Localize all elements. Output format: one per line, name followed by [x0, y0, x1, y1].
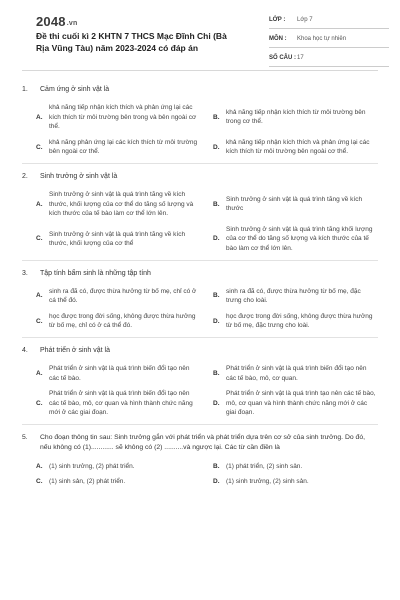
- option-text: Sinh trưởng ở sinh vật là quá trình tăng về kích thước, khối lượng của cơ thể: [49, 230, 186, 248]
- answer-options: [22, 462, 378, 487]
- option-text: khả năng tiếp nhận kích thích và phản ứng lại các kích thích từ môi trường bên trong và bên ngoài cơ thể.: [49, 104, 197, 131]
- option-letter: C.: [36, 235, 43, 243]
- option-text: khả năng tiếp nhận kích thích từ môi trường bên trong cơ thể.: [226, 108, 366, 126]
- option-text: Phát triển ở sinh vật là quá trình tạo nên các tế bào, mô, cơ quan và hình thành chức năng mới ở các giai đoạn.: [226, 390, 376, 417]
- logo-text: 2048: [36, 14, 66, 29]
- option-text: (1) sinh sản, (2) phát triển.: [49, 478, 126, 486]
- option-text: Phát triển ở sinh vật là quá trình biến đổi tạo nên các tế bào, mô, cơ quan.: [226, 364, 367, 382]
- meta-key: MÔN :: [269, 36, 287, 42]
- option-c[interactable]: [36, 312, 201, 331]
- option-letter: D.: [213, 399, 220, 407]
- option-b[interactable]: [213, 103, 378, 132]
- option-text: Phát triển ở sinh vật là quá trình biến đổi tạo nên các tế bào.: [49, 364, 190, 382]
- option-text: Sinh trưởng ở sinh vật là quá trình tăng về kích thước, khối lượng của cơ thể do tăng số lượng và kích thước của tế bào làm cơ thể lớn lên.: [49, 190, 194, 218]
- option-text: sinh ra đã có, được thừa hưởng từ bố mẹ, đặc trưng cho loài.: [226, 287, 361, 305]
- option-a[interactable]: [36, 462, 201, 472]
- option-letter: A.: [36, 292, 43, 300]
- option-letter: B.: [213, 462, 220, 470]
- option-a[interactable]: [36, 190, 201, 219]
- option-text: (1) phát triển, (2) sinh sản.: [226, 462, 303, 470]
- option-letter: C.: [36, 399, 43, 407]
- option-letter: B.: [213, 292, 220, 300]
- option-letter: C.: [36, 317, 43, 325]
- question-1: [22, 77, 378, 164]
- question-text: Cảm ứng ở sinh vật là: [40, 86, 110, 93]
- site-logo[interactable]: [36, 14, 77, 29]
- option-letter: C.: [36, 478, 43, 486]
- question-text: Phát triển ở sinh vật là: [40, 346, 110, 354]
- question-number: 4.: [22, 346, 28, 354]
- question-number: 5.: [22, 433, 28, 441]
- document-title: Đề thi cuối kì 2 KHTN 7 THCS Mạc Đĩnh Chi (Bà Rịa Vũng Tàu) năm 2023-2024 có đáp án: [36, 31, 227, 53]
- question-4: [22, 338, 378, 425]
- option-letter: A.: [36, 200, 43, 208]
- option-text: học được trong đời sống, không được thừa hưởng từ bố mẹ, chỉ có ở cá thể đó.: [49, 312, 196, 330]
- option-a[interactable]: [36, 287, 201, 306]
- option-letter: A.: [36, 462, 43, 470]
- option-letter: B.: [213, 113, 220, 121]
- option-b[interactable]: [213, 287, 378, 306]
- option-letter: D.: [213, 143, 220, 151]
- option-c[interactable]: [36, 138, 201, 157]
- question-5: [22, 425, 378, 493]
- option-text: Sinh trưởng ở sinh vật là quá trình tăng về kích thước: [226, 195, 363, 213]
- option-d[interactable]: [213, 312, 378, 331]
- meta-value: Khoa học tự nhiên: [297, 36, 347, 42]
- option-text: học được trong đời sống, không được thừa hưởng từ bố mẹ, đặc trưng cho loài.: [226, 312, 373, 330]
- question-number: 1.: [22, 86, 28, 93]
- option-d[interactable]: [213, 225, 378, 254]
- option-letter: C.: [36, 143, 43, 151]
- option-letter: D.: [213, 235, 220, 243]
- option-text: (1) sinh trưởng, (2) sinh sản.: [226, 478, 309, 486]
- option-text: (1) sinh trưởng, (2) phát triển.: [49, 462, 135, 470]
- option-d[interactable]: [213, 138, 378, 157]
- answer-options: [22, 103, 378, 157]
- meta-row-question-count: [269, 53, 389, 67]
- option-text: Phát triển ở sinh vật là quá trình biến đổi tạo nên các tế bào, mô, cơ quan và hình thành chức năng mới ở các giai đoạn.: [49, 390, 193, 417]
- answer-options: [22, 287, 378, 331]
- question-2: [22, 164, 378, 261]
- meta-value: Lớp 7: [297, 17, 313, 23]
- answer-options: [22, 364, 378, 418]
- question-number: 3.: [22, 269, 28, 277]
- option-b[interactable]: [213, 190, 378, 219]
- option-d[interactable]: [213, 389, 378, 418]
- option-letter: A.: [36, 369, 43, 377]
- logo-suffix: .vn: [66, 20, 78, 27]
- answer-options: [22, 190, 378, 254]
- question-text: Sinh trưởng ở sinh vật là: [40, 172, 118, 180]
- option-c[interactable]: [36, 389, 201, 418]
- document-header: [14, 0, 386, 70]
- option-text: khả năng phản ứng lại các kích thích từ môi trường bên ngoài cơ thể.: [49, 138, 198, 156]
- option-d[interactable]: [213, 477, 378, 487]
- option-a[interactable]: [36, 103, 201, 132]
- question-number: 2.: [22, 172, 28, 180]
- question-text: Tập tính bẩm sinh là những tập tính: [40, 269, 151, 277]
- question-text: Cho đoạn thông tin sau: Sinh trưởng gắn với phát triển và phát triển dựa trên cơ sở của sinh trưởng. Do đó, nếu không có (1)............ sẽ không có (2) ..........và ngược lại. Các từ cần điền là: [40, 433, 365, 452]
- question-3: [22, 261, 378, 338]
- option-letter: B.: [213, 200, 220, 208]
- option-b[interactable]: [213, 364, 378, 383]
- meta-row-class: [269, 15, 389, 29]
- option-text: Sinh trưởng ở sinh vật là quá trình tăng khối lượng của cơ thể do tăng số lượng và kích thước của tế bào làm cơ thể lớn lên.: [226, 225, 373, 252]
- question-list: [14, 71, 386, 493]
- meta-key: SỐ CÂU :: [269, 55, 296, 61]
- option-letter: A.: [36, 113, 43, 121]
- option-text: sinh ra đã có, được thừa hưởng từ bố mẹ, chỉ có ở cá thể đó.: [49, 287, 197, 305]
- option-a[interactable]: [36, 364, 201, 383]
- option-b[interactable]: [213, 462, 378, 472]
- option-c[interactable]: [36, 477, 201, 487]
- meta-key: LỚP :: [269, 17, 286, 23]
- meta-value: 17: [297, 55, 304, 61]
- option-letter: D.: [213, 317, 220, 325]
- document-meta: [269, 15, 389, 72]
- option-c[interactable]: [36, 225, 201, 254]
- option-text: khả năng tiếp nhận kích thích và phản ứng lại các kích thích từ môi trường bên ngoài cơ thể.: [226, 138, 370, 156]
- meta-row-subject: [269, 34, 389, 48]
- option-letter: D.: [213, 478, 220, 486]
- option-letter: B.: [213, 369, 220, 377]
